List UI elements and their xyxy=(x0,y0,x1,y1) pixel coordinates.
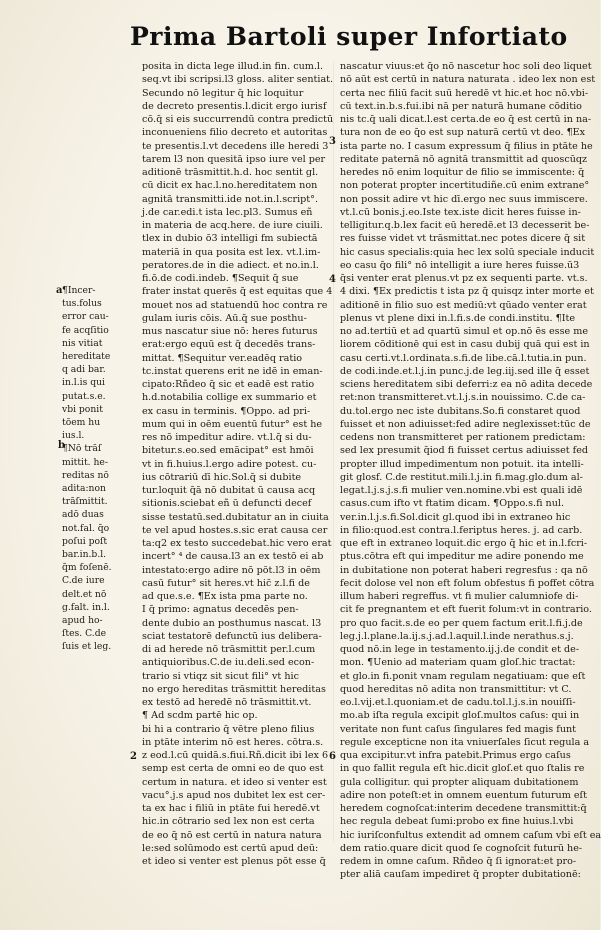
text-line: dente dubio an posthumus nascat. l3 xyxy=(142,617,322,629)
text-line: res fuisse videt vt trāsmittat.nec potes dicere q̄ sit xyxy=(340,233,586,245)
margin-note-line: ſuis et leg. xyxy=(62,641,112,653)
text-line: le:sed solūmodo est certū apud deū: xyxy=(142,842,319,854)
text-line: non poterat propter incertitudiñe.cū enim extrane° xyxy=(340,180,590,192)
text-line: reditate paternā nō agnitā transmittit ad quoscūqz xyxy=(340,153,588,165)
text-line: casū futur° sit heres.vt hic̄ z.l.fi de xyxy=(142,577,310,589)
margin-note-line: trāſmittit. xyxy=(62,496,108,508)
text-line: posita in dicta lege illud.in fin. cum.l. xyxy=(142,61,324,72)
text-line: in filio:quod.est contra.l.feriptus heres. j. ad carb. xyxy=(340,524,583,536)
margin-letter-a: a xyxy=(56,285,63,296)
text-line: I q̄ primo: agnatus decedēs pen- xyxy=(142,604,299,616)
text-line: du.tol.ergo nec iste dubitans.So.fi constaret quod xyxy=(340,405,581,417)
text-line: fecit dolose vel non eft folum obfestus fi poffet cōtra xyxy=(340,577,595,589)
margin-note-line: C.de iure xyxy=(62,575,105,587)
text-line: cū dicit ex hac.l.no.hereditatem non xyxy=(142,180,318,192)
text-line: mus nascatur siue nō: heres futurus xyxy=(142,326,318,337)
margin-note-line: g.falt. in.l. xyxy=(62,601,110,613)
text-line: in quo fallit regula eſt hic.dicit gloſ.et quo ſtalis re xyxy=(340,763,585,775)
text-line: seq.vt ibi scripsi.l3 gloss. aliter sentiat. xyxy=(142,74,334,86)
marginal-notes xyxy=(62,284,132,654)
text-line: z eod.l.cū quidā.s.fiui.Rñ.dicit ibi lex 6 xyxy=(142,750,329,761)
text-line: tarem l3 non quesitā ipso iure vel per xyxy=(142,153,326,165)
text-line: cō.q̄ si eis succurrendū contra predictū xyxy=(142,114,334,125)
text-line: adire non poteſt:et in omnem euentum futurum eſt xyxy=(340,789,587,801)
margin-note-line: tōem hu xyxy=(62,417,101,429)
text-line: quod hereditas nō adita non transmittitur: vt C. xyxy=(340,683,572,695)
text-line: git glosf. C.de restitut.mili.l.j.in fi.mag.glo.dum al- xyxy=(340,471,583,483)
margin-note-line: error cau- xyxy=(62,311,109,323)
text-line: di ad herede nō trāsmittit per.l.cum xyxy=(142,644,316,655)
text-line: in ptāte interim nō est heres. cōtra.s. xyxy=(142,736,324,748)
margin-note-line: fe acqſitio xyxy=(62,324,109,336)
text-line: mo.ab iſta regula excipit gloſ.multos caſus: qui in xyxy=(340,710,580,722)
margin-note-line: tus.folus xyxy=(62,298,102,310)
margin-note-line: apud ho- xyxy=(62,615,103,627)
text-line: q̄si venter erat plenus.vt pz ex sequenti parte. vt.s. xyxy=(340,273,588,284)
text-line: hic.in cōtrario sed lex non est certa xyxy=(142,816,315,828)
margin-note-line: q adi bar. xyxy=(62,364,106,376)
text-line: certum in natura. et ideo si venter est xyxy=(142,776,327,788)
margin-note-line: hereditate xyxy=(62,351,111,363)
text-line: semp est certa de omni eo de quo est xyxy=(142,763,324,775)
text-line: cū text.in.b.s.fui.ibi nā per naturā humane cōditio xyxy=(340,100,582,112)
text-line: nis tc.q̄ uali dicat.l.est certa.de eo q̄ est certū in na- xyxy=(340,114,592,125)
margin-note-line: adita:non xyxy=(62,483,106,495)
text-line: certa nec filiū facit suū heredē vt hic.et hoc nō.vbi- xyxy=(340,87,589,99)
text-line: de codi.inde.et.l.j.in punc.j.de leg.iij.sed ille q̄ esset xyxy=(340,365,590,377)
text-line: quod nō.in lege in testamento.ij.j.de condit et de- xyxy=(340,644,580,655)
text-line: ex casu in terminis. ¶Oppo. ad pri- xyxy=(142,405,311,417)
text-line: mouet nos ad statuendū hoc contra re xyxy=(142,299,328,311)
text-line: trario si vtiqz sit sicut fili° vt hic xyxy=(142,670,299,682)
text-line: te presentis.l.vt decedens ille heredi 3 xyxy=(142,140,329,152)
text-line: ius cōtrariū dī hic.Sol.q̄ si dubite xyxy=(142,471,302,483)
text-line: propter illud impedimentum non potuit. ita intelli- xyxy=(340,458,584,470)
text-line: dem ratio.quare dicit quod ſe cognoſcit futurū he- xyxy=(340,842,583,854)
margin-note-line: ſtes. C.de xyxy=(62,628,107,640)
text-line: mum qui in oēm euentū futur° est he xyxy=(142,418,323,430)
text-line: hic casus specialis:quia hec lex solū speciale inducit xyxy=(340,246,595,258)
text-line: no ad.tertiū et ad quartū simul et op.nō ēs esse me xyxy=(340,326,589,337)
text-line: ex testō ad heredē nō trāsmittit.vt. xyxy=(142,697,312,708)
text-line: heredes nō enim loquitur de filio se immiscente: q̄ xyxy=(340,167,585,178)
text-line: mittat. ¶Sequitur ver.eadēq ratio xyxy=(142,352,303,364)
text-line: de eo q̄ nō est certū in natura natura xyxy=(142,829,322,841)
text-line: tlex in dubio ō3 intelligi fm subiectā xyxy=(142,233,318,245)
text-line: regule excepticne non ita vniuerſales ſicut regula a xyxy=(340,736,590,748)
text-line: cit fe pregnantem et eft fuerit folum:vt in contrario. xyxy=(340,604,592,616)
text-line: Secundo nō legitur q̄ hic loquitur xyxy=(142,87,304,99)
column-gutter xyxy=(333,62,334,842)
line-number-2: 2 xyxy=(130,751,137,762)
text-line: mon. ¶Uenio ad materiam quam gloſ.hic tractat: xyxy=(340,657,576,669)
text-line: eo.l.vij.et.l.quoniam.et de cadu.tol.l.j.s.in nouiſſi- xyxy=(340,697,576,708)
text-line: res nō impeditur adire. vt.l.q̄ si du- xyxy=(142,432,312,443)
margin-note-line: vbi ponit xyxy=(62,403,103,415)
text-line: j.de car.edi.t ista lec.pl3. Sumus eñ xyxy=(142,206,313,218)
margin-letter-b: b xyxy=(58,440,65,451)
text-line: liorem cōditionē qui est in casu dubij quā qui est in xyxy=(340,339,590,351)
line-number-3: 3 xyxy=(329,136,336,147)
text-line: sitionis.sciebat eñ ū defuncti decef xyxy=(142,498,312,510)
line-number-6: 6 xyxy=(329,751,336,762)
right-text-column xyxy=(340,60,601,882)
text-line: redem in omne caſum. Rñdeo q̄ ſi ignorat:et pro- xyxy=(340,856,577,867)
text-line: in materia de acq.here. de iure ciuili. xyxy=(142,220,323,231)
text-line: peratores.de in die adiect. et no.in.l. xyxy=(142,259,319,271)
text-line: vt.l.cū bonis.j.eo.Iste tex.iste dicit heres fuisse in- xyxy=(340,206,581,218)
text-line: et ideo si venter est plenus pōt esse q̄ xyxy=(142,856,326,867)
text-line: cipato:Rñdeo q̄ sic et eadē est ratio xyxy=(142,379,315,390)
text-line: pter aliā cauſam impediret q̄ propter dubitationē: xyxy=(340,869,581,881)
text-line: materiā in qua posita est lex. vt.l.im- xyxy=(142,246,321,258)
text-line: pro quo facit.s.de eo per quem factum erit.l.fi.j.de xyxy=(340,617,583,629)
margin-note-line: ius.l. xyxy=(62,430,85,442)
text-line: ver.in.l.j.s.fi.Sol.dicit gl.quod ibi in extraneo hic xyxy=(340,511,571,523)
text-line: cedens non transmitteret per rationem predictam: xyxy=(340,432,586,443)
margin-note-line: q̄m foſenē. xyxy=(62,562,112,574)
text-line: hec regula debeat ſumi:probo ex fine huius.l.vbi xyxy=(340,816,574,828)
text-line: frater instat querēs q̄ est equitas que 4 xyxy=(142,286,333,298)
text-line: sciat testatorē defunctū ius delibera- xyxy=(142,630,322,642)
text-line: antiquioribus.C.de iu.deli.sed econ- xyxy=(142,657,315,669)
text-line: h.d.notabilia collige ex summario et xyxy=(142,392,317,404)
text-line: que eft in extraneo loquit.dic ergo q̄ hic et in.l.fcri- xyxy=(340,538,588,549)
margin-note-line: ¶Nō trāſ xyxy=(62,443,102,455)
margin-note-line: not.fal. q̄o xyxy=(62,522,110,534)
text-line: ta ex hac i filiū in ptāte fui heredē.vt xyxy=(142,803,320,814)
text-line: sciens hereditatem sibi deferri:z ea nō adita decede xyxy=(340,379,593,390)
text-line: sisse testatū.sed.dubitatur an in ciuita xyxy=(142,511,329,523)
text-line: legat.l.j.s.j.s.fi mulier ven.nomine.vbi est quali idē xyxy=(340,485,583,496)
text-line: et glo.in fi.ponit vnam regulam negatiuam: que eſt xyxy=(340,670,586,682)
line-number-4: 4 xyxy=(329,274,336,285)
text-line: nō aūt est certū in natura naturata . ideo lex non est xyxy=(340,74,596,86)
text-line: fi.ō.de codi.indeb. ¶Sequit q̄ sue xyxy=(142,273,299,284)
text-line: ¶ Ad scdm partē hic op. xyxy=(142,710,258,722)
text-line: casus.cum ifto vt ftatim dicam. ¶Oppo.s.fi nul. xyxy=(340,498,564,510)
text-line: tura non de eo q̄o est sup naturā certū vt deo. ¶Ex xyxy=(340,127,586,139)
margin-note-line: in.l.is qui xyxy=(62,377,105,389)
text-line: bi hi a contrario q̄ vētre pleno filius xyxy=(142,723,315,735)
text-line: agnitā transmitti.ide not.in.l.script°. xyxy=(142,193,318,205)
text-line: aditionē in filio suo est mediū:vt qūado venter erat xyxy=(340,299,587,311)
text-line: erat:ergo equū est q̄ decedēs trans- xyxy=(142,339,316,351)
text-line: telligitur.q.b.lex facit eū heredē.et l3 decesserit be- xyxy=(340,220,590,231)
margin-note-line: bar.in.b.l. xyxy=(62,549,107,561)
text-line: ret:non transmitteret.vt.l.j.s.in nouissimo. C.de ca- xyxy=(340,392,586,404)
text-line: hic iuriſconfultus extendit ad omnem caſum vbi eſt ea xyxy=(340,829,601,841)
text-line: tc.instat querens erit ne idē in eman- xyxy=(142,365,323,377)
text-line: casu certi.vt.l.ordinata.s.fi.de libe.cā.l.tutia.in pun. xyxy=(340,352,587,364)
text-line: non possit adire vt hic dī.ergo nec suus immiscere. xyxy=(340,193,588,205)
text-line: leg.j.l.plane.la.ij.s.j.ad.l.aquil.l.inde nerathus.s.j. xyxy=(340,630,574,642)
margin-note-line: putat.s.e. xyxy=(62,390,106,402)
margin-note-line: poſui poſt xyxy=(62,535,108,547)
text-line: gula colligitur. qui propter aliquam dubitationem xyxy=(340,776,579,788)
text-line: fuisset et non adiuisset:fed adire neglexisset:tūc de xyxy=(340,418,591,430)
margin-note-line: nis vitiat xyxy=(62,337,103,349)
margin-note-line: mittit. he- xyxy=(62,456,108,468)
text-line: incert° ⁴ de causa.l3 an ex testō ei ab xyxy=(142,551,324,563)
margin-note-line: reditas nō xyxy=(62,469,109,481)
text-line: bitetur.s.eo.sed emācipat° est hmōi xyxy=(142,445,314,457)
text-line: no ergo hereditas trāsmittit hereditas xyxy=(142,683,326,695)
text-line: veritate non funt caſus ſingulares fed magis funt xyxy=(340,723,577,735)
text-line: plenus vt plene dixi in.l.fi.s.de condi.institu. ¶Ite xyxy=(340,312,576,324)
text-line: eo casu q̄o fili° nō intelligit a iure heres fuisse.ū3 xyxy=(340,259,580,271)
text-line: nascatur viuus:et q̄o nō nascetur hoc soli deo liquet xyxy=(340,61,592,72)
text-line: aditionē trāsmittit.h.d. hoc sentit gl. xyxy=(142,167,319,178)
text-line: ad que.s.e. ¶Ex ista pma parte no. xyxy=(142,591,308,602)
text-line: inconueniens filio decreto et autoritas xyxy=(142,127,328,139)
text-line: illum haberi regreffus. vt fi mulier calumniofe di- xyxy=(340,591,579,602)
running-head: Prima Bartoli super Infortiato xyxy=(130,22,568,51)
text-line: vt in fi.huius.l.ergo adire potest. cu- xyxy=(142,458,317,470)
text-line: qua excipitur.vt infra patebit.Primus ergo caſus xyxy=(340,750,571,761)
text-line: heredem cognoſcat:interim decedene transmittit:q̄ xyxy=(340,803,587,814)
text-line: 4 dixi. ¶Ex predictis t ista pz q̄ quisqz inter morte et xyxy=(340,286,594,298)
text-line: ta:q2 ex testo succedebat.hic vero erat xyxy=(142,538,332,549)
text-line: gulam iuris cōis. Aū.q̄ sue posthu- xyxy=(142,312,307,324)
margin-note-line: delt.et nō xyxy=(62,588,107,600)
text-line: ptus.cōtra eft qui impeditur me adire ponendo me xyxy=(340,551,584,563)
text-line: ista parte no. I casum expressum q̄ filius in ptāte he xyxy=(340,140,593,152)
text-line: sed lex presumit q̄iod fi fuisset certus adiuisset fed xyxy=(340,445,589,457)
text-line: intestato:ergo adire nō pōt.l3 in oēm xyxy=(142,564,321,576)
text-line: in dubitatione non poterat haberi regresfus : qa nō xyxy=(340,564,588,576)
text-line: de decreto presentis.l.dicit ergo iurisf xyxy=(142,100,327,112)
left-text-column xyxy=(142,60,334,868)
text-line: tur.loquit q̄ā nō dubitat ū causa acq xyxy=(142,485,316,496)
text-line: vacu°.j.s apud nos dubitet lex est cer- xyxy=(142,789,326,801)
margin-note-line: ¶Incer- xyxy=(62,285,96,296)
margin-note-line: adō duas xyxy=(62,509,104,521)
text-line: te vel apud hostes.s.sic erat causa cer xyxy=(142,524,328,536)
